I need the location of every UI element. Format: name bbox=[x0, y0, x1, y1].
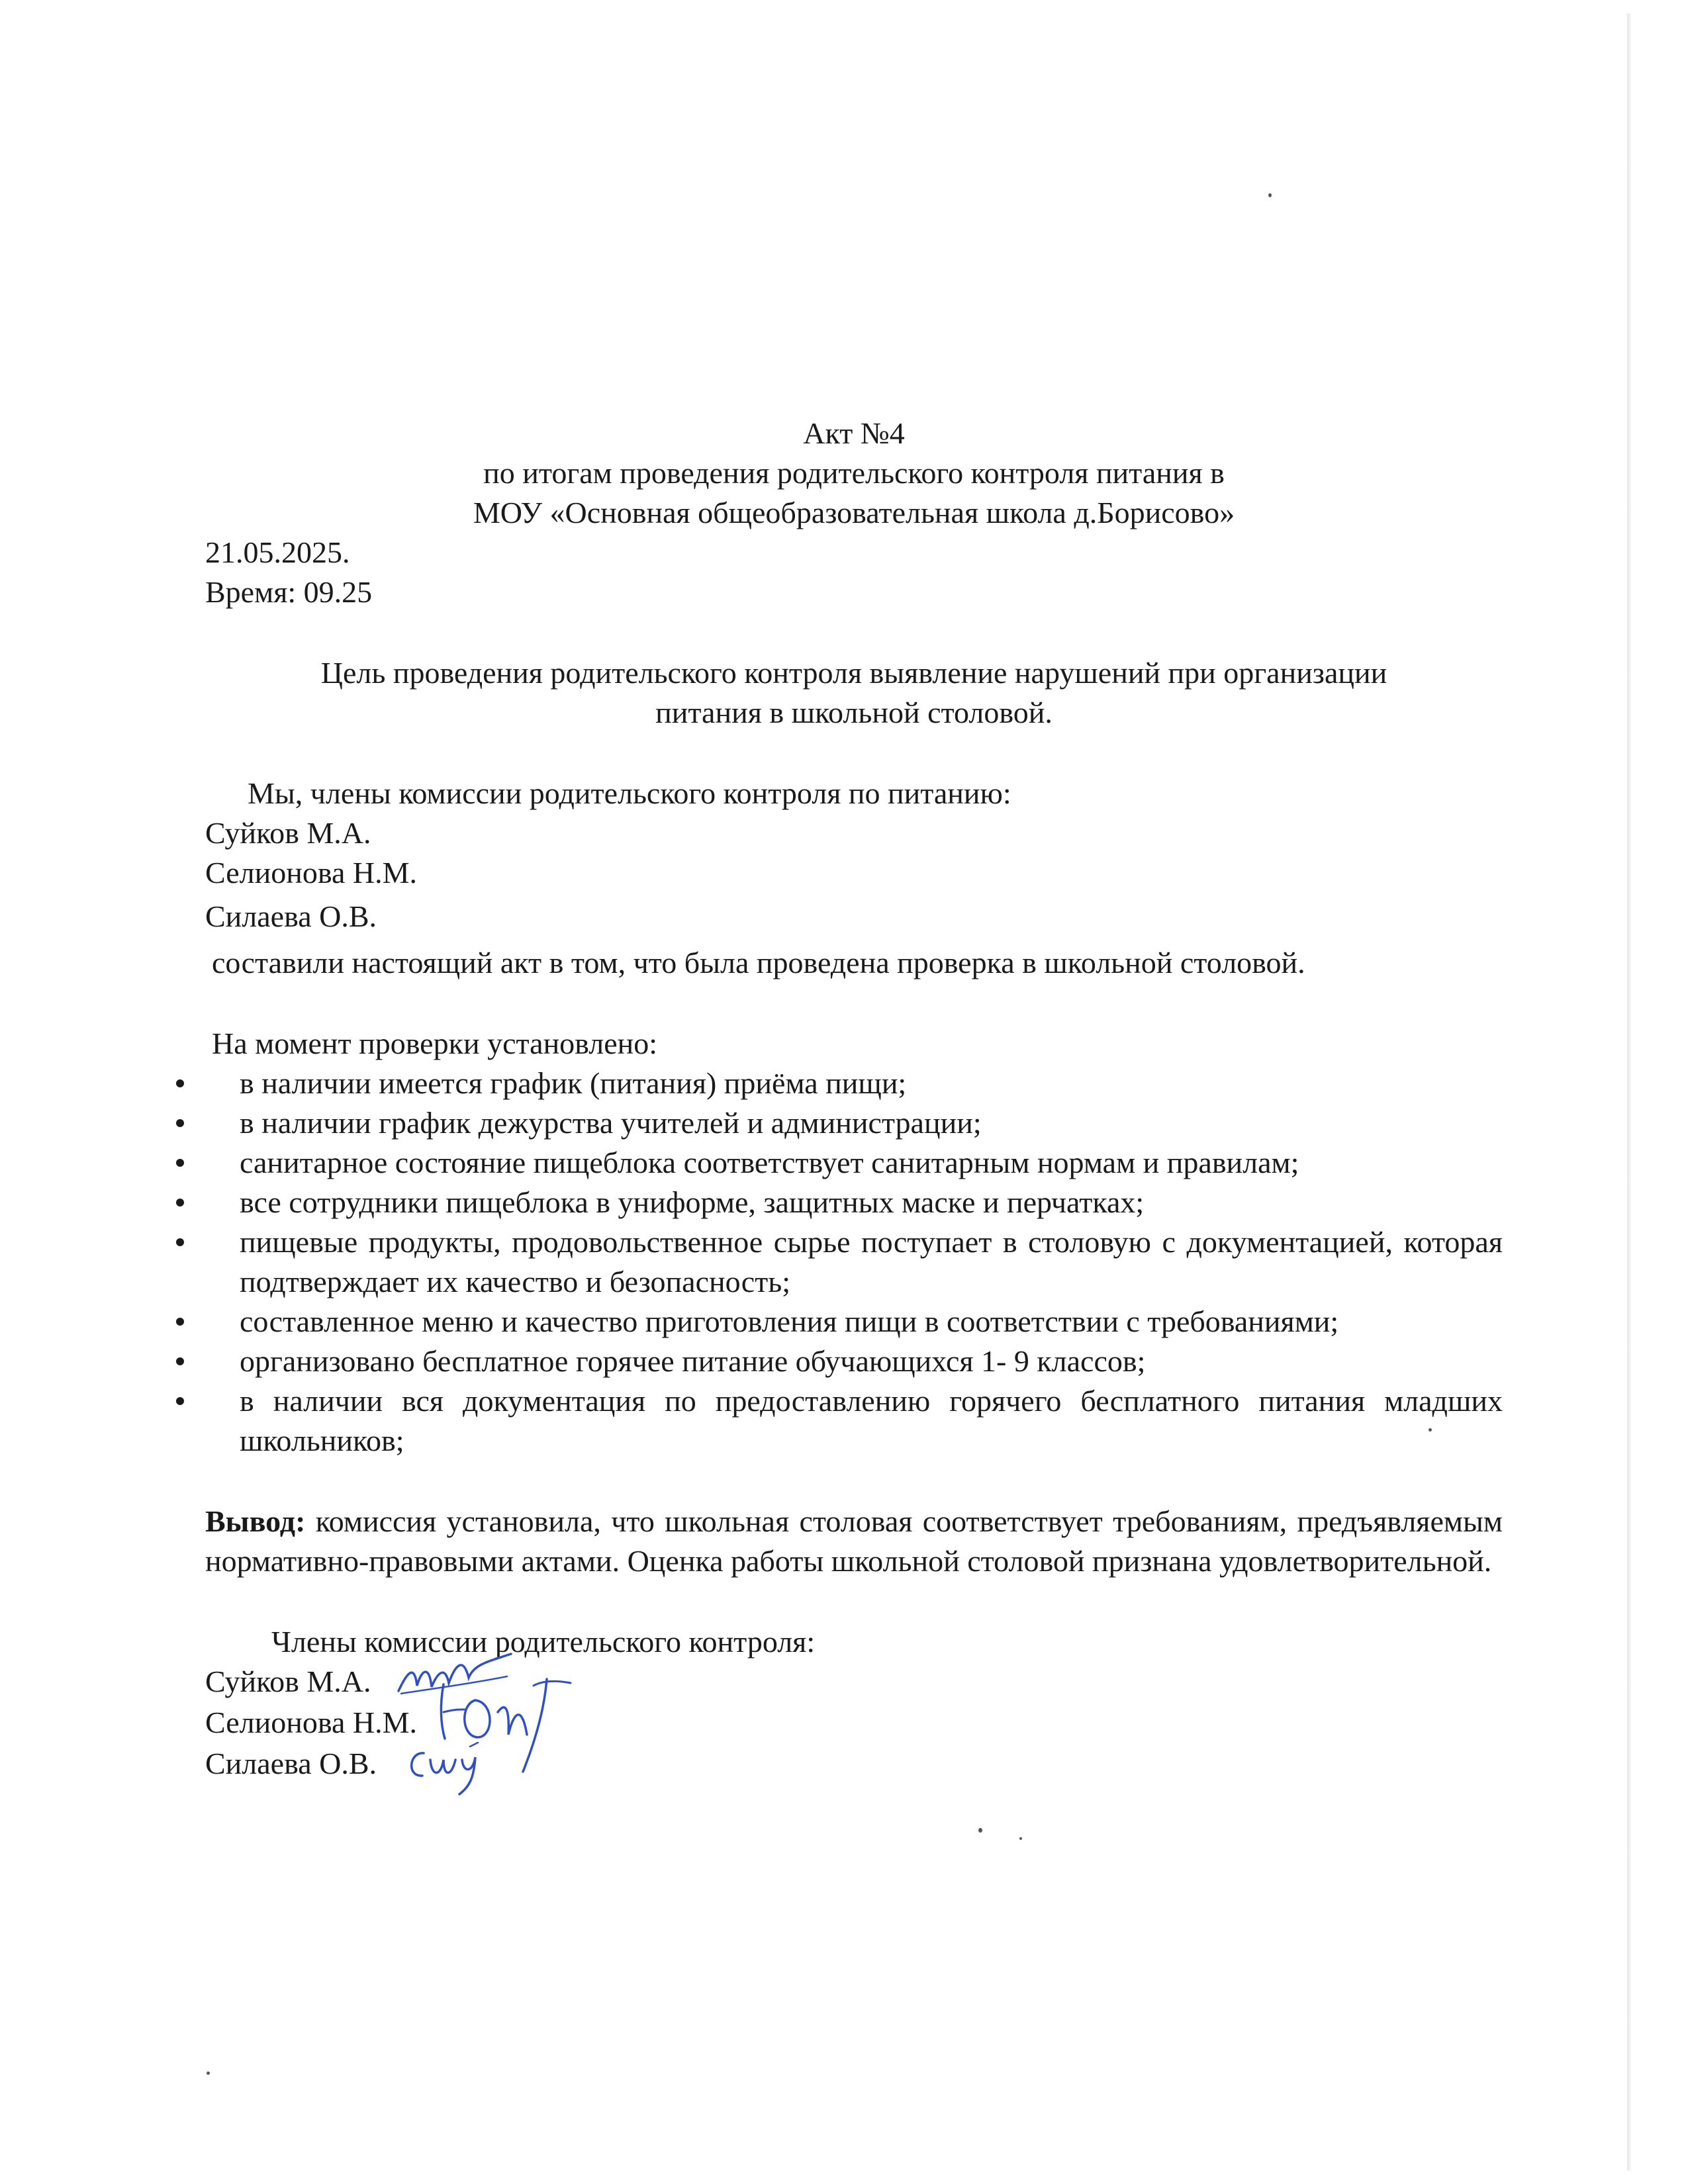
bullet-icon bbox=[176, 1119, 184, 1127]
commission-members bbox=[205, 813, 1503, 936]
act-subtitle-line-1: по итогам проведения родительского контроля питания в bbox=[483, 456, 1225, 490]
finding-item: организовано бесплатное горячее питание обучающихся 1- 9 классов; bbox=[176, 1342, 1503, 1381]
member-name: Суйков М.А. bbox=[205, 816, 371, 850]
conclusion bbox=[205, 1502, 1503, 1581]
bullet-icon bbox=[176, 1397, 184, 1405]
finding-item: пищевые продукты, продовольственное сырье поступает в столовую с документацией, которая подтверждает их качество и безопасность; bbox=[176, 1222, 1503, 1302]
member-name: Силаева О.В. bbox=[205, 899, 377, 933]
findings-heading: На момент проверки установлено: bbox=[212, 1026, 658, 1060]
finding-item: в наличии имеется график (питания) приёма пищи; bbox=[176, 1064, 1503, 1103]
signature-row bbox=[205, 1744, 1503, 1785]
scan-speck bbox=[207, 2071, 210, 2075]
act-subtitle-line-2: МОУ «Основная общеобразовательная школа д.Борисово» bbox=[473, 496, 1235, 529]
signer-name: Силаева О.В. bbox=[205, 1747, 377, 1780]
act-header bbox=[205, 414, 1503, 612]
signature-row bbox=[205, 1662, 1503, 1703]
bullet-icon bbox=[176, 1318, 184, 1326]
scan-speck bbox=[978, 1828, 982, 1833]
commission-statement: составили настоящий акт в том, что была проведена проверка в школьной столовой. bbox=[212, 946, 1305, 979]
control-goal bbox=[205, 653, 1503, 733]
signer-name: Селионова Н.М. bbox=[205, 1706, 418, 1739]
scan-edge-shadow bbox=[1627, 13, 1631, 2171]
finding-item: все сотрудники пищеблока в униформе, защитных маске и перчатках; bbox=[176, 1183, 1503, 1222]
bullet-icon bbox=[176, 1238, 184, 1246]
conclusion-text: комиссия установила, что школьная столовая соответствует требованиям, предъявляемым нормативно-правовыми актами. Оценка работы школьной столовой признана удовлетворительной. bbox=[205, 1504, 1503, 1578]
conclusion-label: Вывод: bbox=[205, 1504, 306, 1538]
member-name: Селионова Н.М. bbox=[205, 856, 418, 889]
signer-name: Суйков М.А. bbox=[205, 1664, 371, 1698]
goal-line-1: Цель проведения родительского контроля выявление нарушений при организации bbox=[320, 656, 1387, 690]
goal-line-2: питания в школьной столовой. bbox=[655, 696, 1053, 729]
scan-speck bbox=[1268, 193, 1272, 197]
scan-speck bbox=[1019, 1837, 1022, 1840]
bullet-icon bbox=[176, 1159, 184, 1167]
finding-item: санитарное состояние пищеблока соответствует санитарным нормам и правилам; bbox=[176, 1143, 1503, 1183]
signature-block bbox=[205, 1662, 1503, 1785]
document-body bbox=[205, 414, 1503, 1785]
act-time: Время: 09.25 bbox=[205, 575, 373, 609]
act-title: Акт №4 bbox=[803, 416, 905, 450]
signatures-heading: Члены комиссии родительского контроля: bbox=[271, 1625, 816, 1659]
finding-item: в наличии вся документация по предоставлению горячего бесплатного питания младших школьников; bbox=[176, 1381, 1503, 1461]
handwritten-signature-3 bbox=[404, 1740, 490, 1799]
bullet-icon bbox=[176, 1079, 184, 1087]
signature-row bbox=[205, 1703, 1503, 1744]
findings-list bbox=[176, 1064, 1503, 1461]
commission-intro: Мы, члены комиссии родительского контроля по питанию: bbox=[248, 776, 1011, 810]
finding-item: в наличии график дежурства учителей и администрации; bbox=[176, 1103, 1503, 1143]
act-date: 21.05.2025. bbox=[205, 535, 350, 569]
finding-item: составленное меню и качество приготовления пищи в соответствии с требованиями; bbox=[176, 1302, 1503, 1342]
bullet-icon bbox=[176, 1199, 184, 1206]
bullet-icon bbox=[176, 1357, 184, 1365]
